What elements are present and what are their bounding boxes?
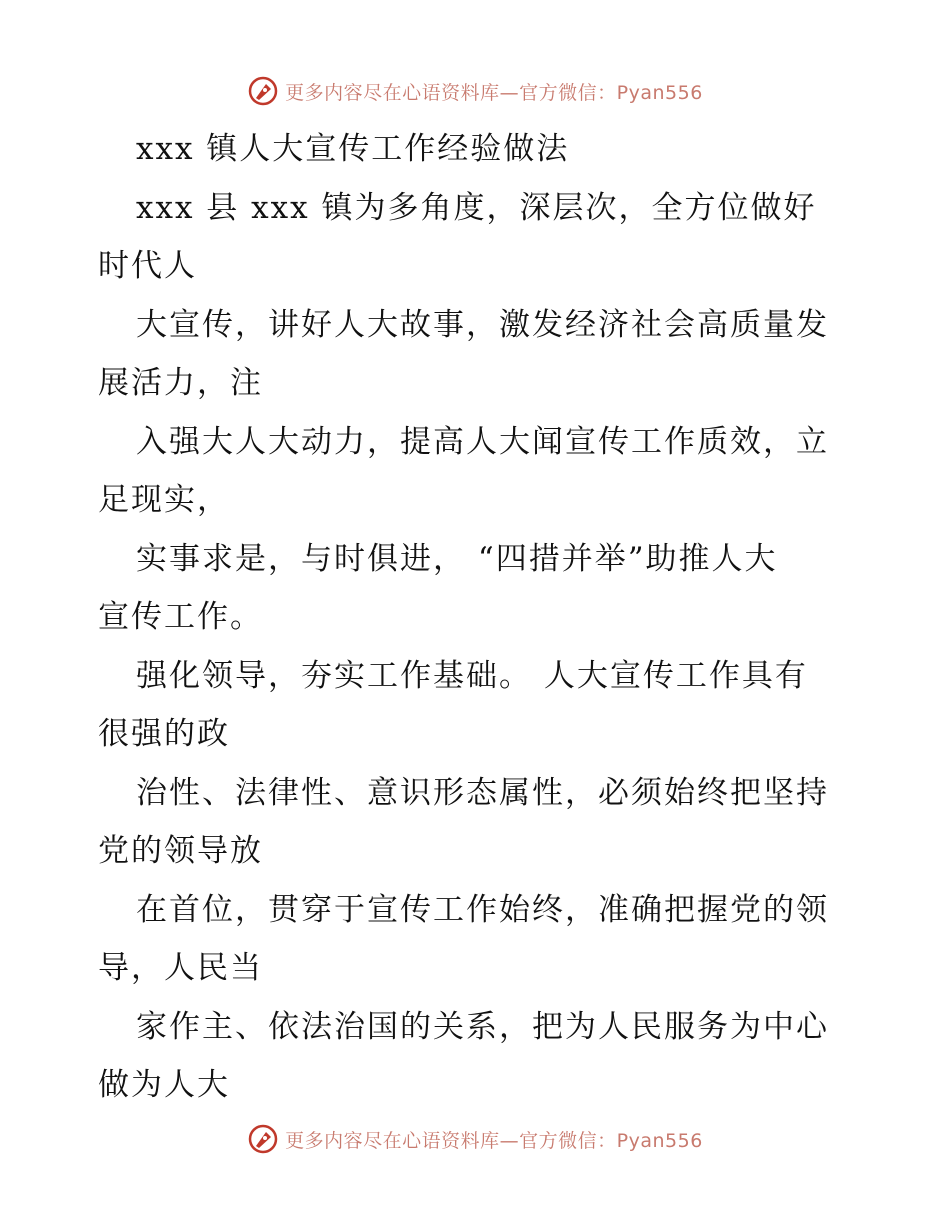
paragraph-line: 足现实， (98, 482, 230, 518)
header-banner-text: 更多内容尽在心语资料库—官方微信：Pyan556 (285, 81, 703, 104)
paragraph-line: xxx 镇人大宣传工作经验做法 (136, 131, 570, 167)
paragraph-line: 入强大人大动力，提高人大闻宣传工作质效，立 (136, 423, 829, 460)
paragraph-line: 治性、法律性、意识形态属性，必须始终把坚持 (136, 774, 829, 811)
document-body (98, 120, 858, 1115)
header-banner (0, 71, 950, 111)
paragraph-line: 大宣传，讲好人大故事，激发经济社会高质量发 (136, 306, 829, 343)
paragraph-line: xxx 县 xxx 镇为多角度，深层次，全方位做好 (136, 189, 817, 226)
paragraph-line: 强化领导，夯实工作基础。 人大宣传工作具有 (136, 657, 808, 694)
pen-nib-logo-icon (247, 75, 279, 107)
paragraph-line: 展活力，注 (98, 365, 263, 401)
paragraph-line: 导，人民当 (98, 950, 263, 986)
paragraph-line: 家作主、依法治国的关系，把为人民服务为中心 (136, 1008, 829, 1045)
paragraph-line: 党的领导放 (98, 833, 263, 869)
paragraph-line: 实事求是，与时俱进， “四措并举”助推人大 (136, 540, 778, 577)
paragraph-line: 宣传工作。 (98, 599, 263, 635)
footer-banner-text: 更多内容尽在心语资料库—官方微信：Pyan556 (285, 1129, 703, 1152)
pen-nib-logo-icon (247, 1123, 279, 1155)
paragraph-line: 做为人大 (98, 1067, 230, 1103)
paragraph-line: 时代人 (98, 248, 197, 284)
paragraph-line: 在首位，贯穿于宣传工作始终，准确把握党的领 (136, 891, 829, 928)
paragraph-line: 很强的政 (98, 716, 230, 752)
footer-banner (0, 1119, 950, 1159)
